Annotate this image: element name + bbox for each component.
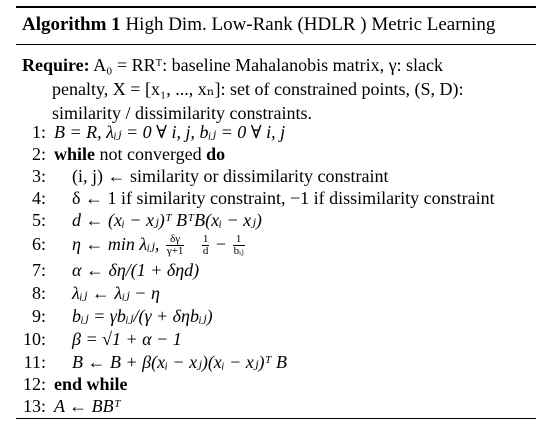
step-3 xyxy=(22,165,388,187)
step-number: 5: xyxy=(31,210,46,230)
keyword-end-while: end while xyxy=(54,374,128,394)
step-text: (i, j) ← similarity or dissimilarity constraint xyxy=(72,166,389,186)
step-text: α ← δη/(1 + δηd) xyxy=(72,260,200,280)
bottom-rule xyxy=(16,418,536,419)
step-number: 11: xyxy=(23,352,46,372)
require-block xyxy=(22,53,534,125)
step-2 xyxy=(22,143,225,165)
step-12 xyxy=(22,373,128,395)
step-number: 9: xyxy=(31,306,46,326)
minus-sign: − xyxy=(215,234,227,254)
require-keyword: Require: xyxy=(22,55,90,75)
fraction-one-over-b: $\frac{1}{\text{bᵢⱼ}}$ xyxy=(233,233,244,258)
step-13 xyxy=(22,395,121,417)
require-line-1: A₀ = RRᵀ: baseline Mahalanobis matrix, γ: slack xyxy=(93,55,444,75)
step-number: 6: xyxy=(31,234,46,254)
algorithm-title xyxy=(22,14,495,36)
step-5 xyxy=(22,209,262,231)
step-text: A ← BBᵀ xyxy=(54,396,121,416)
step-number: 3: xyxy=(31,166,46,186)
step-10 xyxy=(22,328,182,350)
step-text: not converged xyxy=(95,144,207,164)
step-number: 10: xyxy=(22,329,46,349)
step-text: β = √1 + α − 1 xyxy=(72,329,182,349)
require-line-3: similarity / dissimilarity constraints. xyxy=(52,103,312,123)
fraction-one-over-d: $\frac{1}{d}$ xyxy=(202,233,209,258)
step-number: 4: xyxy=(31,188,46,208)
step-text: bᵢⱼ = γbᵢⱼ/(γ + δηbᵢⱼ) xyxy=(72,306,213,326)
keyword-while: while xyxy=(54,144,96,164)
header-rule xyxy=(16,44,536,45)
step-number: 1: xyxy=(31,122,46,142)
step-text: λᵢⱼ ← λᵢⱼ − η xyxy=(72,283,160,303)
keyword-do: do xyxy=(206,144,226,164)
step-number: 13: xyxy=(22,396,46,416)
step-11 xyxy=(22,351,287,373)
step-1 xyxy=(22,121,285,143)
step-text: η ← min λᵢⱼ, xyxy=(72,234,160,254)
step-8 xyxy=(22,282,160,304)
step-number: 8: xyxy=(31,283,46,303)
step-text: B = R, λᵢⱼ = 0 ∀ i, j, bᵢⱼ = 0 ∀ i, j xyxy=(54,122,286,142)
step-9 xyxy=(22,305,213,327)
algorithm-label: Algorithm 1 xyxy=(22,14,121,35)
step-number: 7: xyxy=(31,260,46,280)
step-text: d ← (xᵢ − xⱼ)ᵀ BᵀB(xᵢ − xⱼ) xyxy=(72,210,262,230)
algorithm-title-text: High Dim. Low-Rank (HDLR ) Metric Learning xyxy=(125,14,496,35)
step-number: 2: xyxy=(31,144,46,164)
step-text: δ ← 1 if similarity constraint, −1 if dissimilarity constraint xyxy=(72,188,495,208)
step-text: B ← B + β(xᵢ − xⱼ)(xᵢ − xⱼ)ᵀ B xyxy=(72,352,287,372)
require-line-2: penalty, X = [x₁, ..., xₙ]: set of constrained points, (S, D): xyxy=(52,79,464,99)
step-7 xyxy=(22,259,199,281)
step-6 xyxy=(22,233,247,257)
step-4 xyxy=(22,187,495,209)
fraction-delta-gamma: $\frac{\delta\gamma}{\gamma+1}$ xyxy=(166,233,184,258)
top-rule xyxy=(16,6,536,8)
step-number: 12: xyxy=(22,374,46,394)
